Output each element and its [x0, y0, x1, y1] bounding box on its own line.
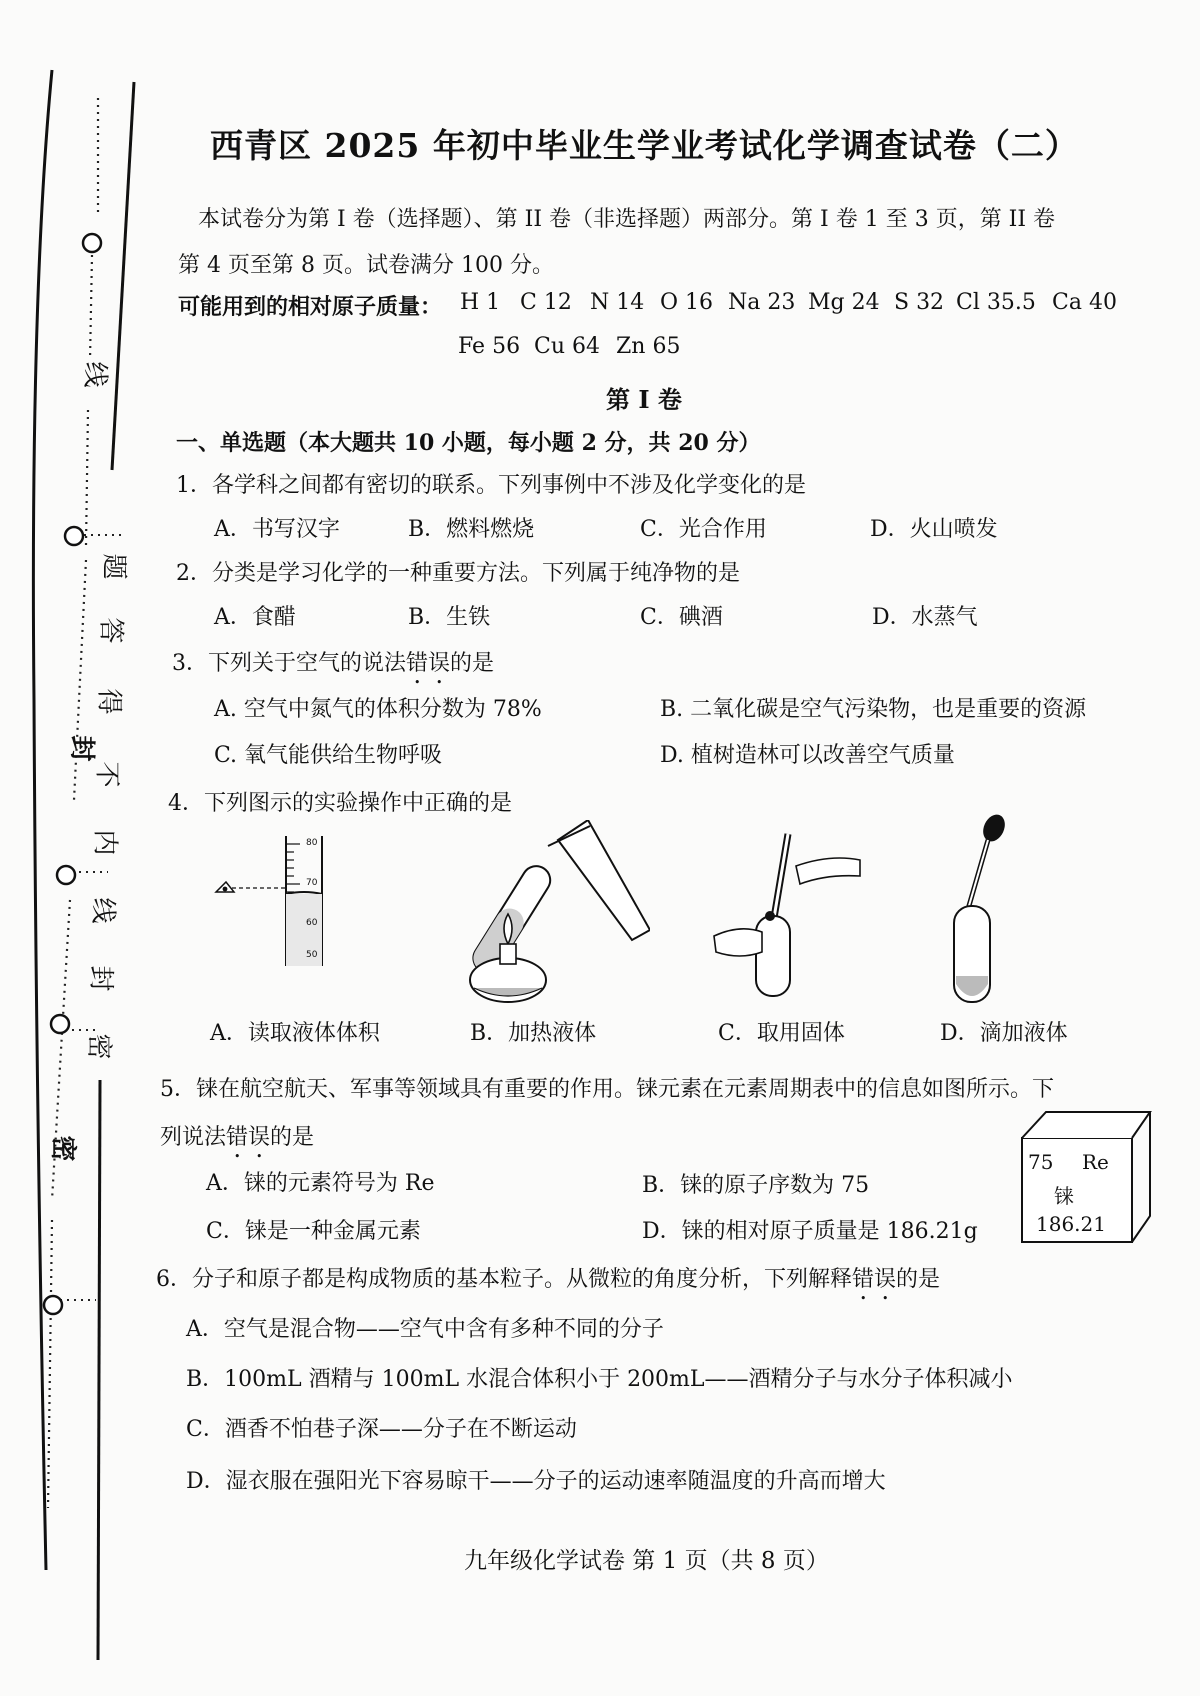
cylinder-tick-60: 60 — [306, 918, 318, 928]
margin-char-feng2: 封 — [85, 965, 116, 992]
q2-stem: 2．分类是学习化学的一种重要方法。下列属于纯净物的是 — [176, 561, 740, 586]
q4-option-a: A．读取液体体积 — [210, 1021, 380, 1046]
intro-line-2: 第 4 页至第 8 页。试卷满分 100 分。 — [178, 253, 554, 278]
atomic-mass-h: H 1 — [460, 290, 501, 315]
q6-stem-emphasis: 错误 — [852, 1267, 897, 1292]
q2-option-a: A．食醋 — [214, 605, 296, 630]
q6-option-d: D．湿衣服在强阳光下容易晾干——分子的运动速率随温度的升高而增大 — [186, 1469, 886, 1494]
fig-b-heating-liquid — [460, 820, 650, 1010]
margin-char-mi: 密 — [47, 1135, 78, 1162]
q3-option-b: B. 二氧化碳是空气污染物，也是重要的资源 — [660, 697, 1087, 722]
q6-option-a: A．空气是混合物——空气中含有多种不同的分子 — [186, 1317, 664, 1342]
atomic-mass-mg: Mg 24 — [808, 290, 880, 315]
q1-stem: 1．各学科之间都有密切的联系。下列事例中不涉及化学变化的是 — [176, 473, 806, 498]
q1-option-d: D．火山喷发 — [870, 517, 998, 542]
atomic-mass-s: S 32 — [894, 290, 945, 315]
q1-option-c: C．光合作用 — [640, 517, 767, 542]
atomic-mass-fe: Fe 56 — [458, 334, 521, 359]
q4-option-c: C．取用固体 — [718, 1021, 845, 1046]
margin-char-xian2: 线 — [87, 897, 118, 924]
q6-option-b: B．100mL 酒精与 100mL 水混合体积小于 200mL——酒精分子与水分子体积减小 — [186, 1367, 1013, 1392]
margin-char-bu: 不 — [91, 761, 122, 788]
q6-option-c: C．酒香不怕巷子深——分子在不断运动 — [186, 1417, 577, 1442]
volume-heading: 第 I 卷 — [606, 385, 682, 414]
atomic-mass-na: Na 23 — [728, 290, 796, 315]
q1-option-a: A．书写汉字 — [214, 517, 340, 542]
q5-stem-emphasis: 错误 — [226, 1125, 271, 1150]
cylinder-tick-70: 70 — [306, 878, 318, 888]
cylinder-tick-50: 50 — [306, 950, 318, 960]
atomic-mass-ca: Ca 40 — [1052, 290, 1117, 315]
q4-option-b: B．加热液体 — [470, 1021, 597, 1046]
q4-option-d: D．滴加液体 — [940, 1021, 1068, 1046]
atomic-mass-cl: Cl 35.5 — [956, 290, 1036, 315]
q3-stem: 3．下列关于空气的说法错误的是 — [172, 651, 495, 676]
q6-stem: 6．分子和原子都是构成物质的基本粒子。从微粒的角度分析，下列解释错误的是 — [156, 1267, 941, 1292]
q5-stem-line-1: 5．铼在航空航天、军事等领域具有重要的作用。铼元素在元素周期表中的信息如图所示。下 — [160, 1077, 1055, 1102]
margin-char-feng: 封 — [66, 735, 97, 762]
page-footer: 九年级化学试卷 第 1 页（共 8 页） — [464, 1548, 829, 1574]
fig-c-taking-solid — [710, 824, 880, 1004]
atomic-mass-zn: Zn 65 — [616, 334, 681, 359]
q5-option-d: D．铼的相对原子质量是 186.21g — [642, 1219, 978, 1244]
q5-option-c: C．铼是一种金属元素 — [206, 1219, 421, 1244]
margin-char-ti: 题 — [98, 553, 129, 580]
element-atomic-number: 75 — [1028, 1150, 1054, 1174]
atomic-mass-o: O 16 — [660, 290, 714, 315]
q4-stem: 4．下列图示的实验操作中正确的是 — [168, 791, 512, 816]
section-heading: 一、单选题（本大题共 10 小题，每小题 2 分，共 20 分） — [176, 430, 761, 456]
margin-char-xian: 线 — [79, 361, 110, 388]
exam-title: 西青区 2025 年初中毕业生学业考试化学调查试卷（二） — [210, 126, 1079, 165]
margin-char-nei: 内 — [89, 829, 120, 856]
margin-char-da: 答 — [95, 617, 126, 644]
margin-char-de: 得 — [93, 688, 124, 715]
q5-option-b: B．铼的原子序数为 75 — [642, 1173, 870, 1198]
atomic-mass-n: N 14 — [590, 290, 645, 315]
atomic-mass-cu: Cu 64 — [534, 334, 600, 359]
q3-option-a: A. 空气中氮气的体积分数为 78% — [214, 697, 542, 722]
element-mass: 186.21 — [1036, 1212, 1106, 1236]
atomic-mass-label: 可能用到的相对原子质量： — [178, 294, 443, 320]
q2-option-c: C．碘酒 — [640, 605, 723, 630]
q5-option-a: A．铼的元素符号为 Re — [206, 1171, 435, 1196]
q5-stem-line-2: 列说法错误的是 — [160, 1125, 315, 1150]
margin-char-mi2: 密 — [83, 1033, 114, 1060]
q3-option-d: D. 植树造林可以改善空气质量 — [660, 743, 955, 768]
cylinder-tick-80: 80 — [306, 838, 318, 848]
fig-d-dropping-liquid — [936, 812, 1026, 1012]
fig-a-graduated-cylinder — [210, 832, 350, 972]
element-name: 铼 — [1054, 1184, 1074, 1208]
q1-option-b: B．燃料燃烧 — [408, 517, 535, 542]
intro-line-1: 本试卷分为第 I 卷（选择题）、第 II 卷（非选择题）两部分。第 I 卷 1 至 3 页，第 II 卷 — [198, 207, 1056, 232]
q2-option-b: B．生铁 — [408, 605, 491, 630]
atomic-mass-c: C 12 — [520, 290, 572, 315]
element-symbol: Re — [1082, 1150, 1109, 1174]
q3-stem-emphasis: 错误 — [406, 651, 451, 676]
q2-option-d: D．水蒸气 — [872, 605, 978, 630]
q3-option-c: C. 氧气能供给生物呼吸 — [214, 743, 443, 768]
